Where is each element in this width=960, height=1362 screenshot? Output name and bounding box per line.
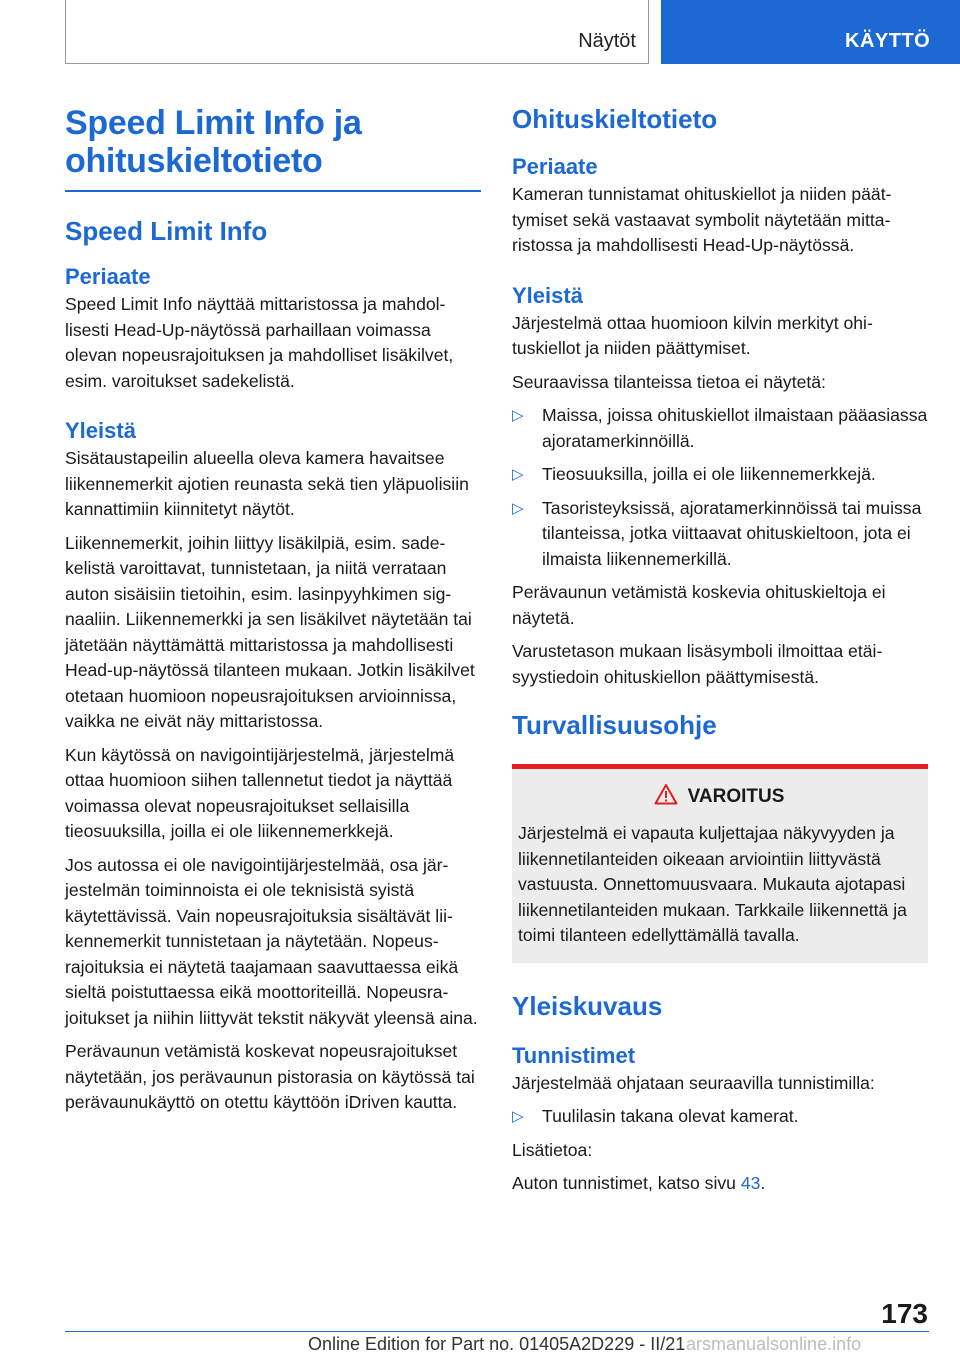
warning-box [512,764,928,963]
list-item: ▷ Maissa, joissa ohituskiellot ilmaistaan pääasiassa ajoratamerkinnöillä. [512,405,928,451]
lisatietoa-label: Lisätietoa: [512,1139,593,1160]
left-paragraph: Jos autossa ei ole navigointijärjestelmää, osa järjestelmän toiminnoista ei ole teknisistä syistä käytettävissä. Vain nopeusrajoituksia sisältävät liikennemerkit tunnistetaan ja näytetään. Nopeusrajoituksia ei näytetä taajamaan saavuttaessa eikä sieltä poistuttaessa eikä moottoriteillä. Nopeusrajoitukset ja niihin liittyvät tekstit näkyvät yleensä aina. [65,854,478,1028]
right-yleista-p3: Perävaunun vetämistä koskevia ohituskieltoja ei näytetä. [512,582,886,628]
header-section-tab [65,0,649,64]
warning-title: VAROITUS [687,786,785,807]
right-yleista-p4: Varustetason mukaan lisäsymboli ilmoittaa etäisyystiedoin ohituskiellon päättymisestä. [512,641,883,687]
list-item: ▷ Tieosuuksilla, joilla ei ole liikennemerkkejä. [512,462,928,488]
warning-triangle-icon [654,783,678,813]
header-section-label: Näytöt [578,30,636,52]
page-title: Speed Limit Info ja ohituskieltotieto [65,104,362,180]
right-yleista-p1: Järjestelmä ottaa huomioon kilvin merkityt ohituskiellot ja niiden päättymiset. [512,312,873,358]
right-yleista-heading: Yleistä [512,282,583,308]
ohitus-heading: Ohituskieltotieto [512,104,718,134]
list-item: ▷ Tuulilasin takana olevat kamerat. [512,1104,928,1130]
header-chapter-tab [661,0,960,64]
warning-title-row [518,783,920,813]
tunnistimet-text: Järjestelmää ohjataan seuraavilla tunnistimilla: [512,1072,875,1093]
left-paragraph: Perävaunun vetämistä koskevat nopeusrajoitukset näytetään, jos perävaunun pistorasia on käytössä tai perävaunukäyttö on otettu käyttöön iDriven kautta. [65,1041,475,1112]
sli-heading: Speed Limit Info [65,216,268,246]
bullet-triangle-icon: ▷ [512,466,524,483]
bullet-triangle-icon: ▷ [512,407,524,424]
footer-watermark: arsmanualsonline.info [686,1334,862,1354]
footer-rule [65,1331,929,1332]
page-reference-link[interactable]: 43 [740,1173,761,1193]
turva-heading: Turvallisuusohje [512,710,717,740]
left-paragraph: Kun käytössä on navigointijärjestelmä, järjestelmä ottaa huomioon siihen tallennetut tiedot ja näyttää voimassa olevat nopeusrajoitukset sellaisilla tieosuuksilla, joilla ei ole liikennemerkkejä. [65,744,455,841]
bullet-triangle-icon: ▷ [512,1108,524,1125]
list-item: ▷ Tasoristeyksissä, ajoratamerkinnöissä tai muissa tilanteissa, jotka viittaavat ohituskieltoon, jota ei ilmaista liikennemerkillä. [512,497,922,569]
page-number: 173 [881,1298,928,1329]
left-periaate-text: Speed Limit Info näyttää mittaristossa ja mahdollisesti Head-Up-näytössä parhaillaan voimassa olevan nopeusrajoituksen ja mahdolliset lisäkilvet, esim. varoitukset sadekelistä. [65,294,454,391]
left-paragraph: Liikennemerkit, joihin liittyy lisäkilpiä, esim. sadekelistä varoittavat, tunnistetaan, ja niitä verrataan auton sisäisiin tietoihin, esim. lasinpyyhkimen signaaliin. Liikennemerkki ja sen lisäkilvet näytetään tai jätetään näyttämättä mittaristossa ja mahdollisesti Head-up-näytössä tilanteen mukaan. Jotkin lisäkilvet otetaan huomioon nopeusrajoituksen arvioinnissa, vaikka ne eivät näy mittaristossa. [65,532,475,731]
warning-text: Järjestelmä ei vapauta kuljettajaa näkyvyyden ja liikennetilanteiden oikeaan arviointiin liittyvästä vastuusta. Onnettomuusvaara. Mukauta ajotapasi liikennetilanteiden mukaan. Tarkkaile liikennettä ja toimi tilanteen edellyttämällä tavalla. [518,823,907,945]
bullet-triangle-icon: ▷ [512,499,524,517]
right-yleista-p2: Seuraavissa tilanteissa tietoa ei näytetä: [512,371,826,392]
right-periaate-text: Kameran tunnistamat ohituskiellot ja niiden päättymiset sekä vastaavat symbolit näytetään mittaristossa ja mahdollisesti Head-Up-näytössä. [512,184,892,255]
footer-edition: Online Edition for Part no. 01405A2D229 - II/21 [308,1334,686,1354]
left-yleista-heading: Yleistä [65,418,136,443]
header-chapter-label: KÄYTTÖ [845,30,931,52]
tunnistimet-heading: Tunnistimet [512,1042,636,1068]
yleiskuvaus-heading: Yleiskuvaus [512,990,663,1021]
right-periaate-heading: Periaate [512,154,598,179]
left-column [65,100,481,1116]
left-periaate-heading: Periaate [65,264,151,289]
right-column [512,100,928,1197]
reference-line: Auton tunnistimet, katso sivu 43. [512,1173,766,1193]
left-paragraph: Sisätaustapeilin alueella oleva kamera havaitsee liikennemerkit ajotien reunasta sekä tien yläpuolisiin kannattimiin kiinnitetyt näytöt. [65,448,469,519]
